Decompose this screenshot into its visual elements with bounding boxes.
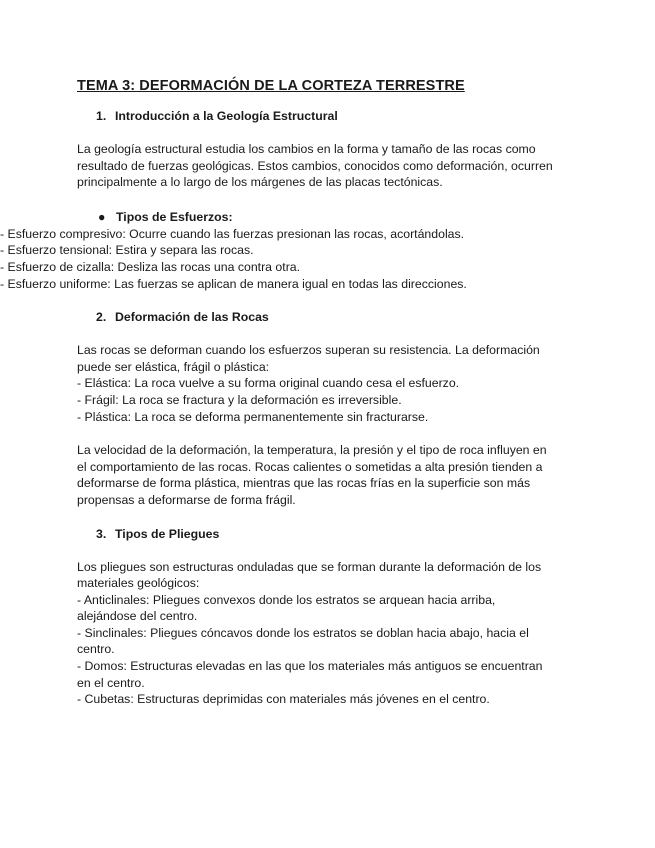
section-heading-3	[77, 526, 577, 542]
bullet-icon: ●	[98, 209, 106, 224]
section-1-intro	[77, 141, 577, 191]
text-line: principalmente a lo largo de los márgenes de las placas tectónicas.	[77, 175, 443, 190]
document-title: TEMA 3: DEFORMACIÓN DE LA CORTEZA TERRESTRE	[77, 78, 465, 94]
section-title: Introducción a la Geología Estructural	[115, 109, 338, 123]
esfuerzos-list	[0, 226, 577, 292]
list-item: - Sinclinales: Pliegues cóncavos donde los estratos se doblan hacia abajo, hacia el	[77, 625, 529, 640]
section-title: Deformación de las Rocas	[115, 310, 269, 325]
section-heading-1	[77, 108, 577, 124]
section-number: 3.	[96, 526, 107, 541]
text-line: Las rocas se deforman cuando los esfuerzos superan su resistencia. La deformación	[77, 343, 540, 358]
section-number: 2.	[96, 310, 107, 325]
bullet-heading-esfuerzos	[77, 209, 577, 225]
section-2-intro	[77, 342, 577, 425]
list-item: en el centro.	[77, 675, 145, 690]
bullet-label: Tipos de Esfuerzos:	[116, 209, 233, 224]
list-item: - Frágil: La roca se fractura y la deformación es irreversible.	[77, 392, 402, 407]
text-line: materiales geológicos:	[77, 576, 200, 591]
section-title: Tipos de Pliegues	[115, 526, 220, 541]
section-heading-2	[77, 309, 577, 325]
list-item: - Esfuerzo compresivo: Ocurre cuando las fuerzas presionan las rocas, acortándolas.	[0, 226, 465, 241]
list-item: - Elástica: La roca vuelve a su forma original cuando cesa el esfuerzo.	[77, 376, 460, 391]
list-item: - Plástica: La roca se deforma permanentemente sin fracturarse.	[77, 409, 429, 424]
text-line: puede ser elástica, frágil o plástica:	[77, 359, 270, 374]
list-item: - Esfuerzo uniforme: Las fuerzas se aplican de manera igual en todas las direcciones.	[0, 276, 467, 291]
section-3-intro	[77, 559, 577, 708]
text-line: La velocidad de la deformación, la temperatura, la presión y el tipo de roca influyen en	[77, 443, 547, 458]
list-item: - Domos: Estructuras elevadas en las que los materiales más antiguos se encuentran	[77, 659, 543, 674]
text-line: resultado de fuerzas geológicas. Estos cambios, conocidos como deformación, ocurren	[77, 158, 553, 173]
section-2-extra	[77, 442, 577, 508]
text-line: La geología estructural estudia los cambios en la forma y tamaño de las rocas como	[77, 142, 536, 156]
text-line: Los pliegues son estructuras onduladas que se forman durante la deformación de los	[77, 559, 542, 574]
list-item: - Esfuerzo tensional: Estira y separa las rocas.	[0, 243, 254, 258]
list-item: alejándose del centro.	[77, 609, 198, 624]
text-line: propensas a deformarse de forma frágil.	[77, 492, 296, 507]
list-item: - Cubetas: Estructuras deprimidas con materiales más jóvenes en el centro.	[77, 692, 490, 707]
text-line: el comportamiento de las rocas. Rocas calientes o sometidas a alta presión tienden a	[77, 459, 543, 474]
text-line: deformarse de forma plástica, mientras que las rocas frías en la superficie son más	[77, 476, 531, 491]
list-item: - Esfuerzo de cizalla: Desliza las rocas una contra otra.	[0, 259, 301, 274]
list-item: centro.	[77, 642, 115, 657]
section-number: 1.	[96, 109, 107, 123]
document-page	[0, 77, 577, 708]
list-item: - Anticlinales: Pliegues convexos donde los estratos se arquean hacia arriba,	[77, 592, 496, 607]
